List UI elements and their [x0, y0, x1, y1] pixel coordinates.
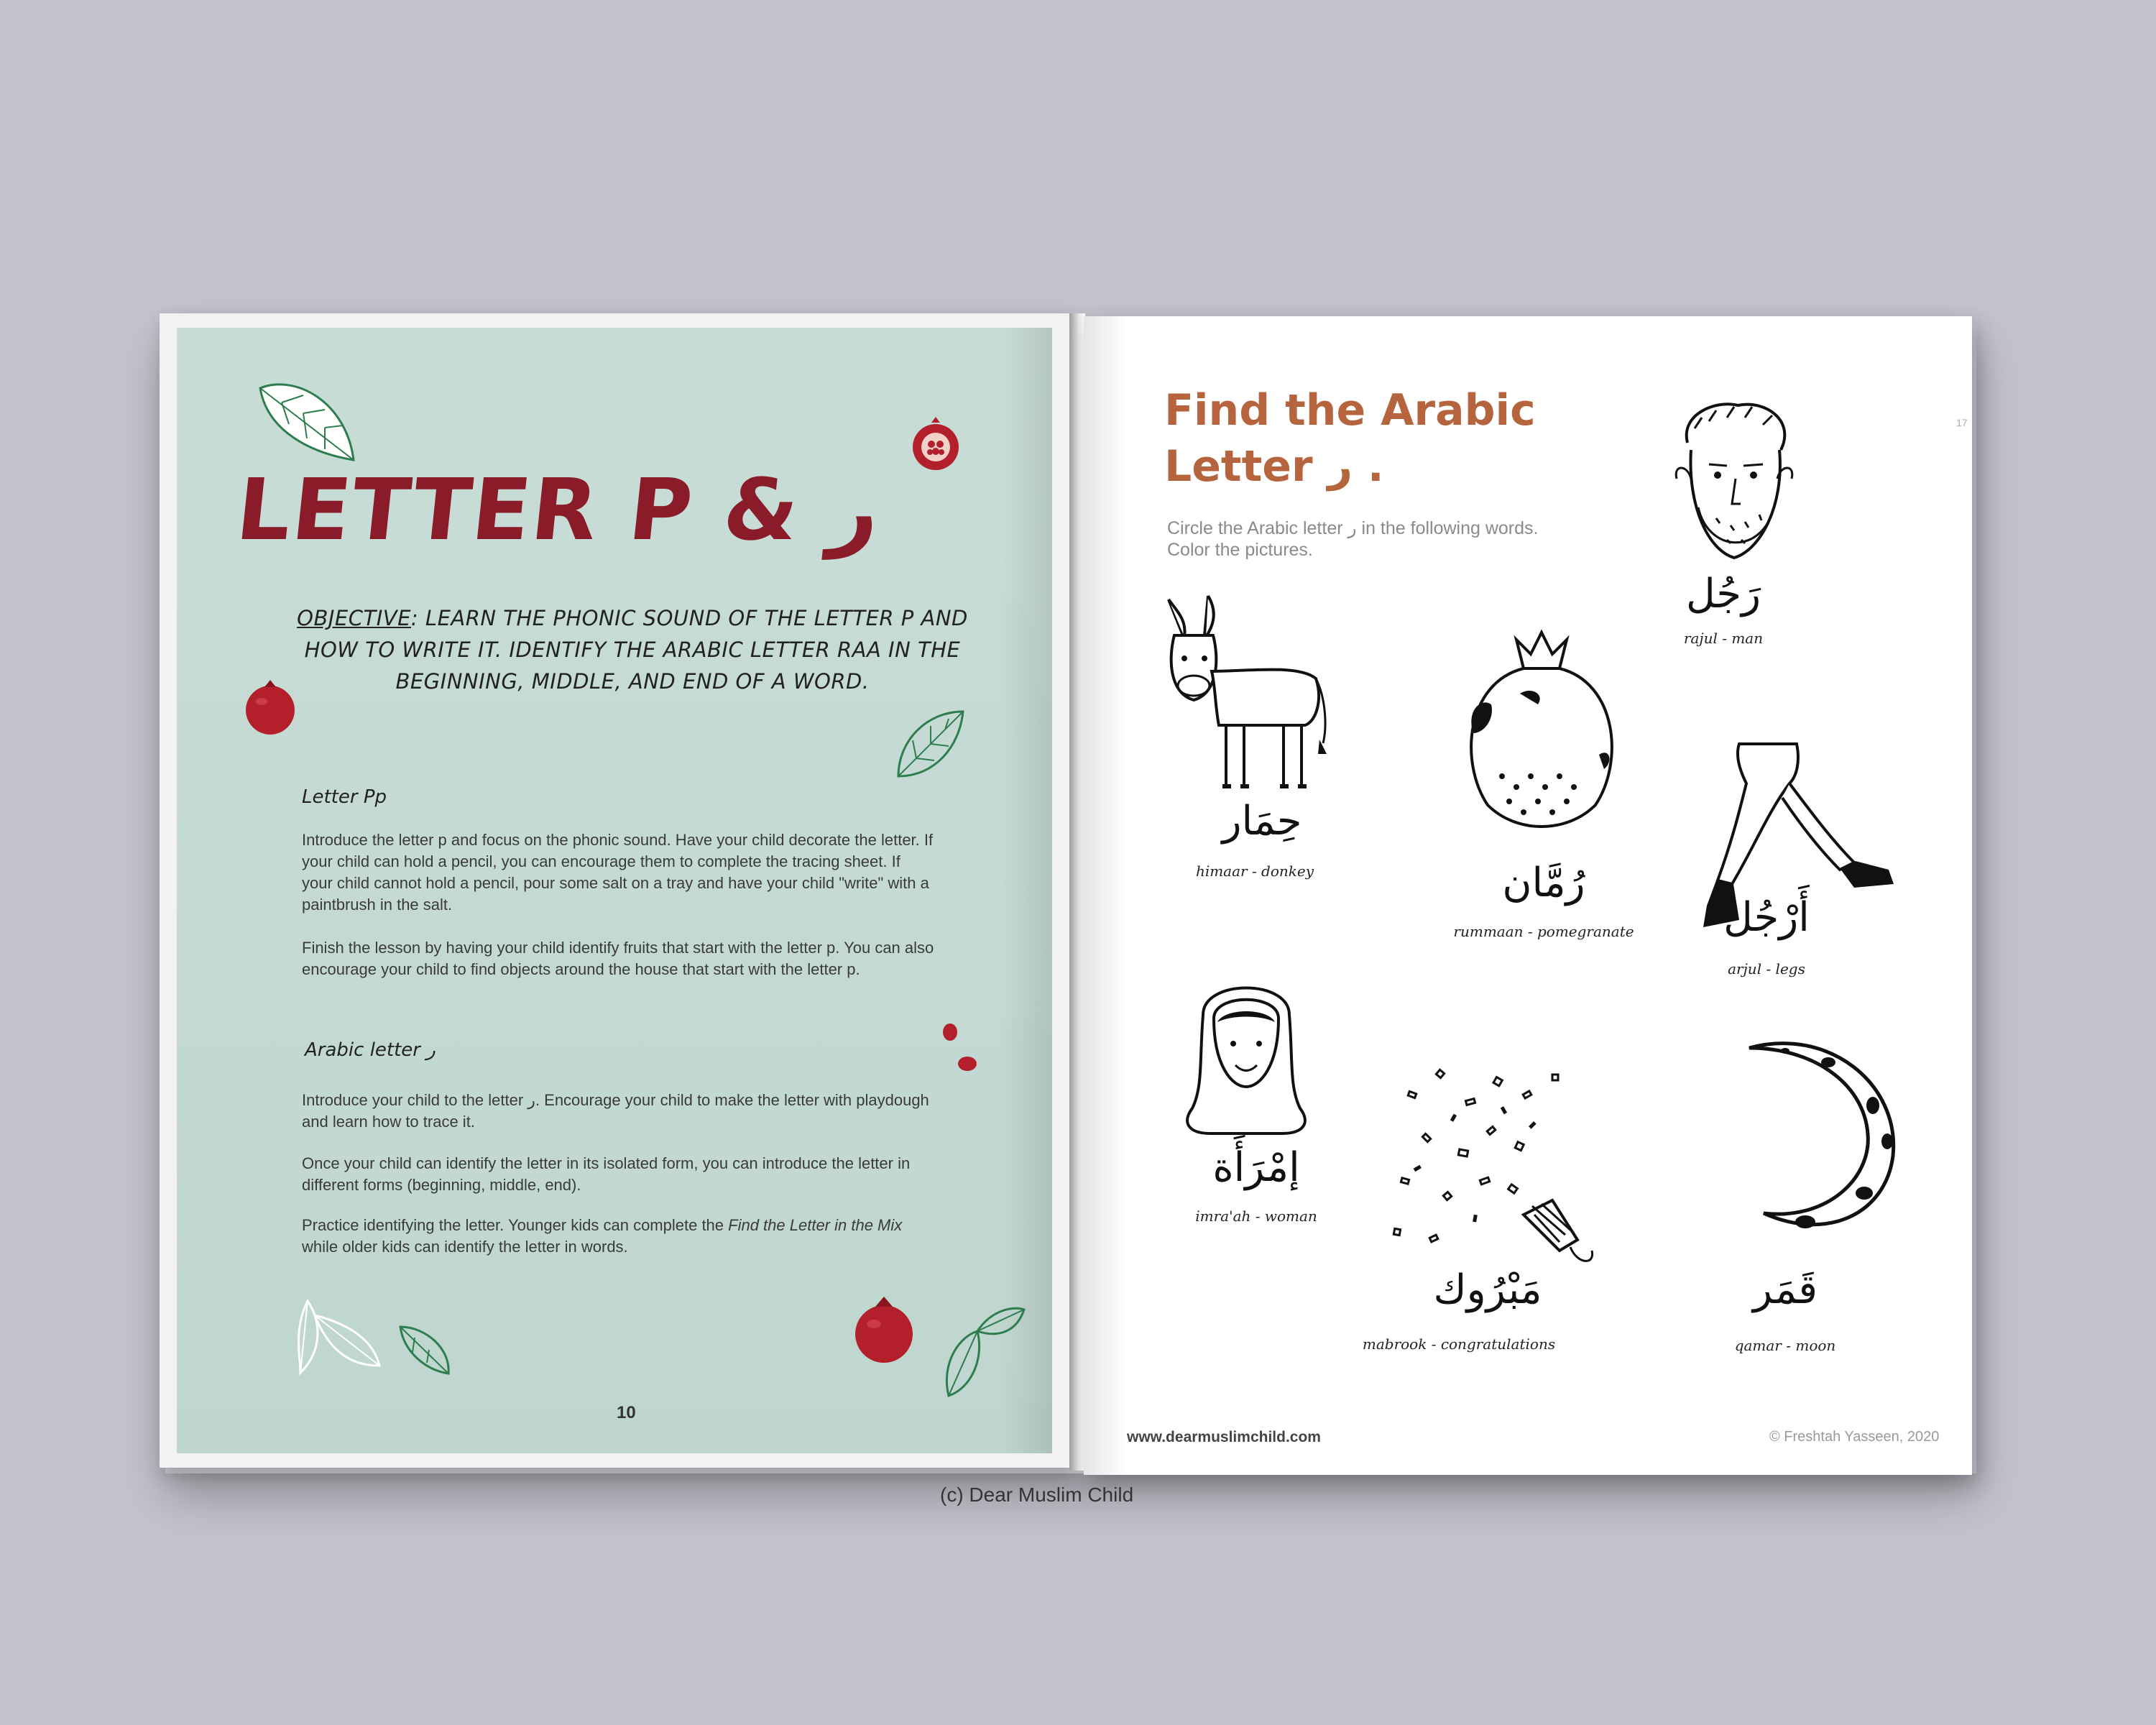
transliteration: himaar - donkey [1195, 862, 1314, 880]
copyright-notice: © Freshtah Yasseen, 2020 [1769, 1429, 1940, 1445]
book-spine [1069, 313, 1085, 1471]
transliteration: rummaan - pomegranate [1453, 923, 1634, 940]
arabic-word: أَرْجُل [1723, 894, 1810, 941]
objective-label: OBJECTIVE [297, 606, 411, 630]
objective-body: : LEARN THE PHONIC SOUND OF THE LETTER P AND HOW TO WRITE IT. IDENTIFY THE ARABIC LETTER RAA IN THE BEGINNING, MIDDLE, AND END OF A WORD. [304, 606, 968, 694]
arabic-word: إمْرَأَة [1212, 1144, 1300, 1191]
pomegranate-seed-icon [939, 1024, 982, 1074]
leaf-icon [397, 1320, 454, 1377]
leaf-icon [891, 704, 970, 783]
arabic-word: قَمَر [1752, 1266, 1818, 1313]
lesson-title: LETTER P & ر [231, 460, 885, 559]
pomegranate-outline-icon [1452, 632, 1631, 834]
section-heading-arabic: Arabic letter ر [305, 1039, 436, 1061]
section-heading-english: Letter Pp [302, 786, 387, 808]
paragraph: Finish the lesson by having your child identify fruits that start with the letter p. You can also encourage your child to find objects around the house that start with the letter p. [302, 939, 934, 978]
website-link[interactable]: www.dearmuslimchild.com [1127, 1429, 1321, 1445]
leaf-icon [253, 374, 361, 467]
watermark-caption: (c) Dear Muslim Child [940, 1484, 1134, 1506]
worksheet-title-line1: Find the Arabic [1164, 385, 1536, 436]
paragraph: Introduce the letter p and focus on the phonic sound. Have your child decorate the letter. If your child can hold a pencil, you can encourage them to complete the tracing sheet. If your child cannot hold a pencil, pour some salt on a tray and have your child "write" with a paintbrush in the salt. [302, 831, 934, 914]
transliteration: rajul - man [1683, 630, 1764, 647]
confetti-popper-icon [1380, 1057, 1610, 1287]
transliteration: qamar - moon [1734, 1337, 1836, 1354]
leaf-icon [286, 1294, 387, 1380]
leaf-icon [934, 1302, 1028, 1403]
donkey-icon [1154, 592, 1348, 794]
arabic-word: مَبْرُوك [1433, 1266, 1542, 1313]
pomegranate-icon [848, 1294, 920, 1366]
worksheet-title-line2: Letter ر . [1164, 441, 1384, 492]
transliteration: arjul - legs [1728, 960, 1805, 978]
page-number: 17 [1956, 417, 1968, 428]
paragraph: Once your child can identify the letter in its isolated form, you can introduce the letter in different forms (beginning, middle, end). [302, 1154, 911, 1194]
transliteration: imra'ah - woman [1195, 1208, 1317, 1225]
worksheet-title [1164, 382, 1567, 494]
paragraph: Introduce your child to the letter ر. Encourage your child to make the letter with playdough and learn how to trace it. [302, 1091, 929, 1131]
page-number: 10 [617, 1403, 636, 1422]
worksheet-instructions: Circle the Arabic letter ر in the following words. Color the pictures. [1167, 518, 1539, 560]
paragraph-segment: while older kids can identify the letter in words. [302, 1238, 628, 1256]
arabic-word: رَجُل [1685, 571, 1761, 617]
activity-name: Find the Letter in the Mix [728, 1216, 903, 1234]
arabic-word: حِمَار [1222, 798, 1302, 845]
transliteration: mabrook - congratulations [1362, 1335, 1556, 1353]
paragraph-segment: Practice identifying the letter. Younger kids can complete the [302, 1216, 729, 1234]
arabic-word: رُمَّان [1502, 860, 1585, 906]
objective-text [287, 602, 977, 697]
woman-icon [1174, 979, 1318, 1137]
pomegranate-icon [907, 415, 964, 473]
paragraph [302, 1215, 934, 1258]
man-face-icon [1666, 400, 1802, 565]
crescent-moon-icon [1720, 1034, 1907, 1235]
